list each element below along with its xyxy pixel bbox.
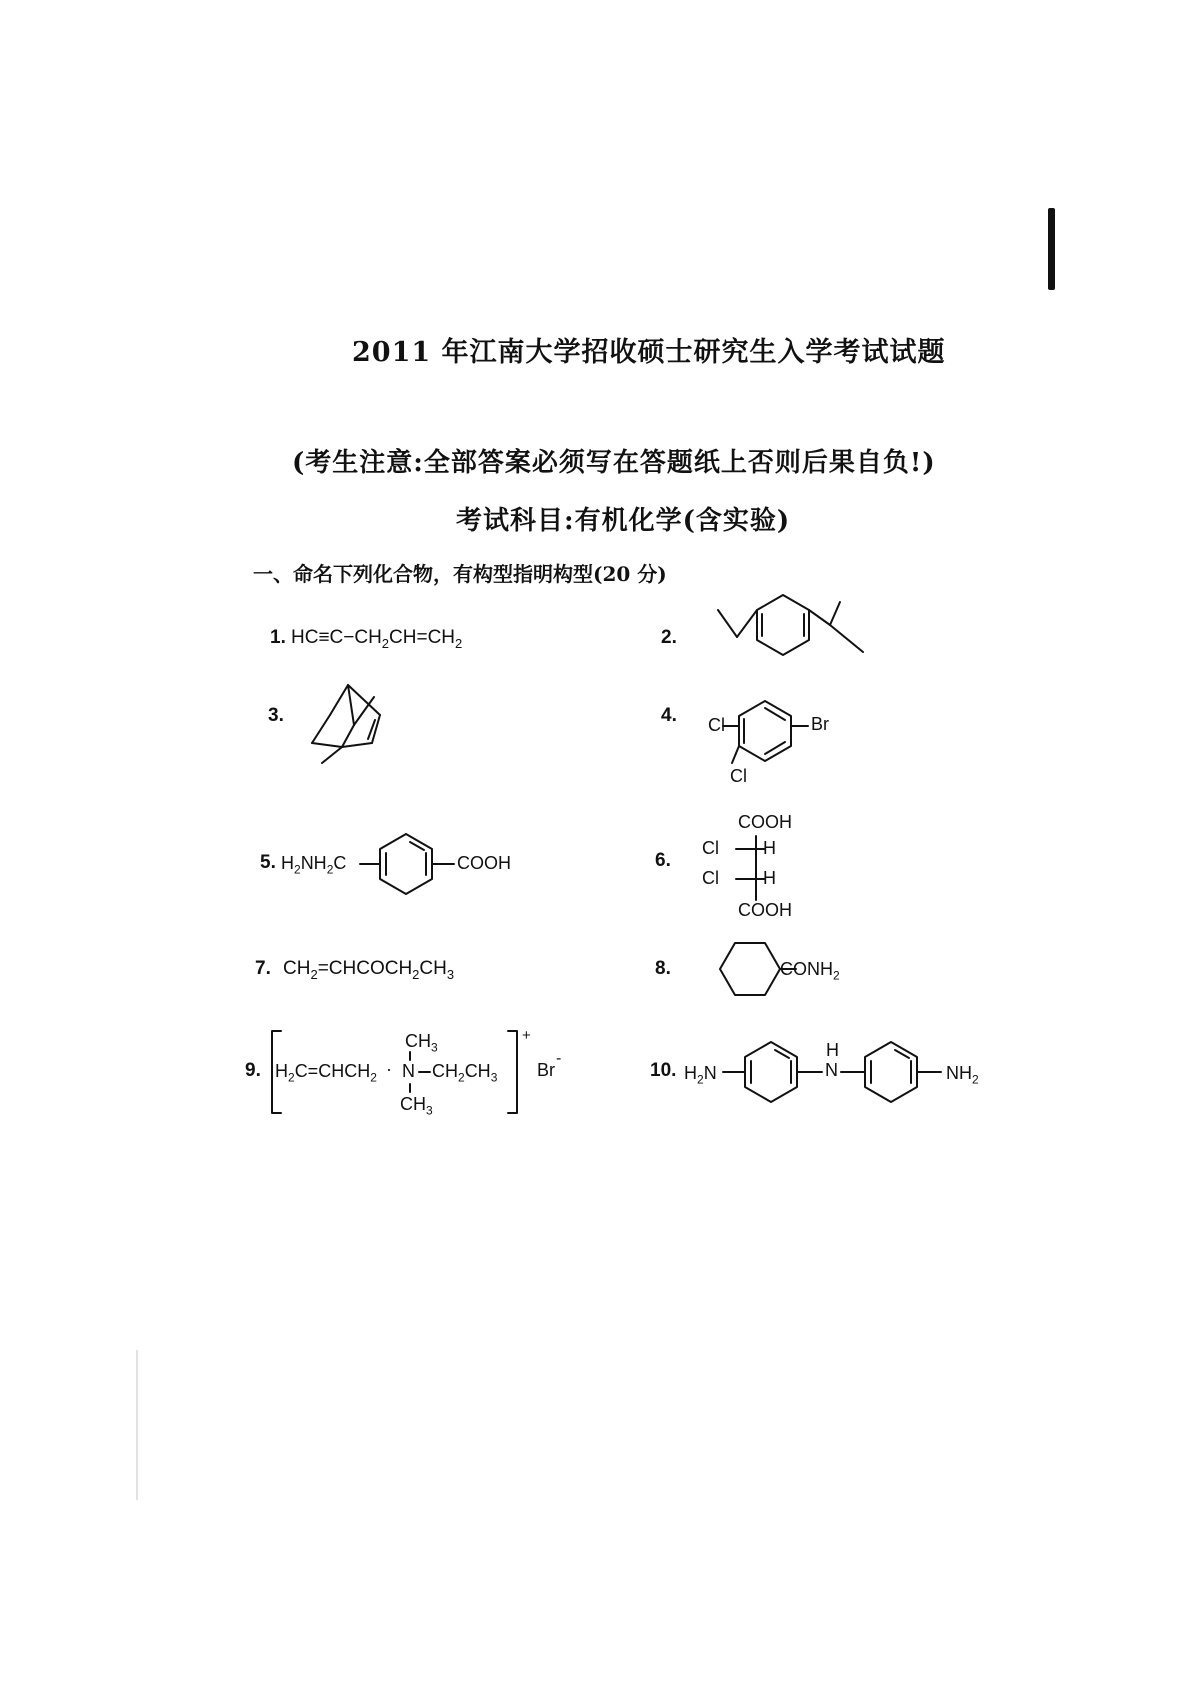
atom-label: N <box>825 1060 838 1080</box>
structure-item-4 <box>705 695 855 795</box>
scan-artifact-line <box>136 1350 138 1500</box>
methyl-top: $CH_3$ <box>405 1031 438 1055</box>
atom-label: H <box>763 868 776 888</box>
atom-label: COOH <box>738 812 792 832</box>
exam-subject: 考试科目:有机化学(含实验) <box>456 506 791 536</box>
group-conh2: $CONH_2$ <box>780 959 840 983</box>
section-heading: 一、命名下列化合物，有构型指明构型(20 分) <box>253 562 667 586</box>
atom-label: Cl <box>708 715 725 735</box>
item-number: 10. <box>650 1060 677 1081</box>
methyl-bottom: $CH_3$ <box>400 1094 433 1118</box>
fischer-projection <box>720 830 780 905</box>
amine-left: $H_2N$ <box>684 1063 717 1087</box>
item-number: 8. <box>655 958 671 979</box>
structure-item-2 <box>700 590 880 670</box>
item-number: 1. <box>270 627 286 648</box>
atom-label: COOH <box>738 900 792 920</box>
atom-label: Cl <box>702 868 719 888</box>
atom-label: H <box>826 1040 839 1060</box>
item-number: 3. <box>268 705 284 726</box>
item-number: 4. <box>661 705 677 726</box>
charge-minus: - <box>556 1050 562 1067</box>
atom-label: H <box>763 838 776 858</box>
atom-label: Cl <box>702 838 719 858</box>
fragment-allyl: $H_2C=CHCH_2$ <box>275 1061 377 1085</box>
ammonium-bonds <box>400 1050 440 1100</box>
atom-label: N <box>402 1061 415 1081</box>
item-number: 5. <box>260 852 276 873</box>
bond-dot: · <box>386 1059 392 1079</box>
atom-label: Br <box>811 714 829 734</box>
structure-item-3 <box>300 675 390 775</box>
item-number: 6. <box>655 850 671 871</box>
scan-edge-mark <box>1048 208 1055 290</box>
item-number: 7. <box>255 958 271 979</box>
item-number: 9. <box>245 1060 261 1081</box>
bromide-label: Br <box>537 1060 555 1080</box>
substituent-aminomethyl: $H_2NH_2C$ <box>281 853 347 877</box>
amine-right: $NH_2$ <box>946 1063 979 1087</box>
group-cooh: COOH <box>457 853 511 873</box>
atom-label: Cl <box>730 766 747 786</box>
formula-item-1: $HC\equiv C-CH_2CH=CH_2$ <box>291 627 463 651</box>
item-number: 2. <box>661 627 677 648</box>
exam-notice: (考生注意:全部答案必须写在答题纸上否则后果自负!) <box>292 448 936 478</box>
charge-plus: + <box>522 1027 531 1044</box>
formula-item-7: $CH_2=CHCOCH_2CH_3$ <box>283 958 455 982</box>
fragment-ethyl: $CH_2CH_3$ <box>432 1061 498 1085</box>
exam-title: 2011 年江南大学招收硕士研究生入学考试试题 <box>352 337 946 368</box>
